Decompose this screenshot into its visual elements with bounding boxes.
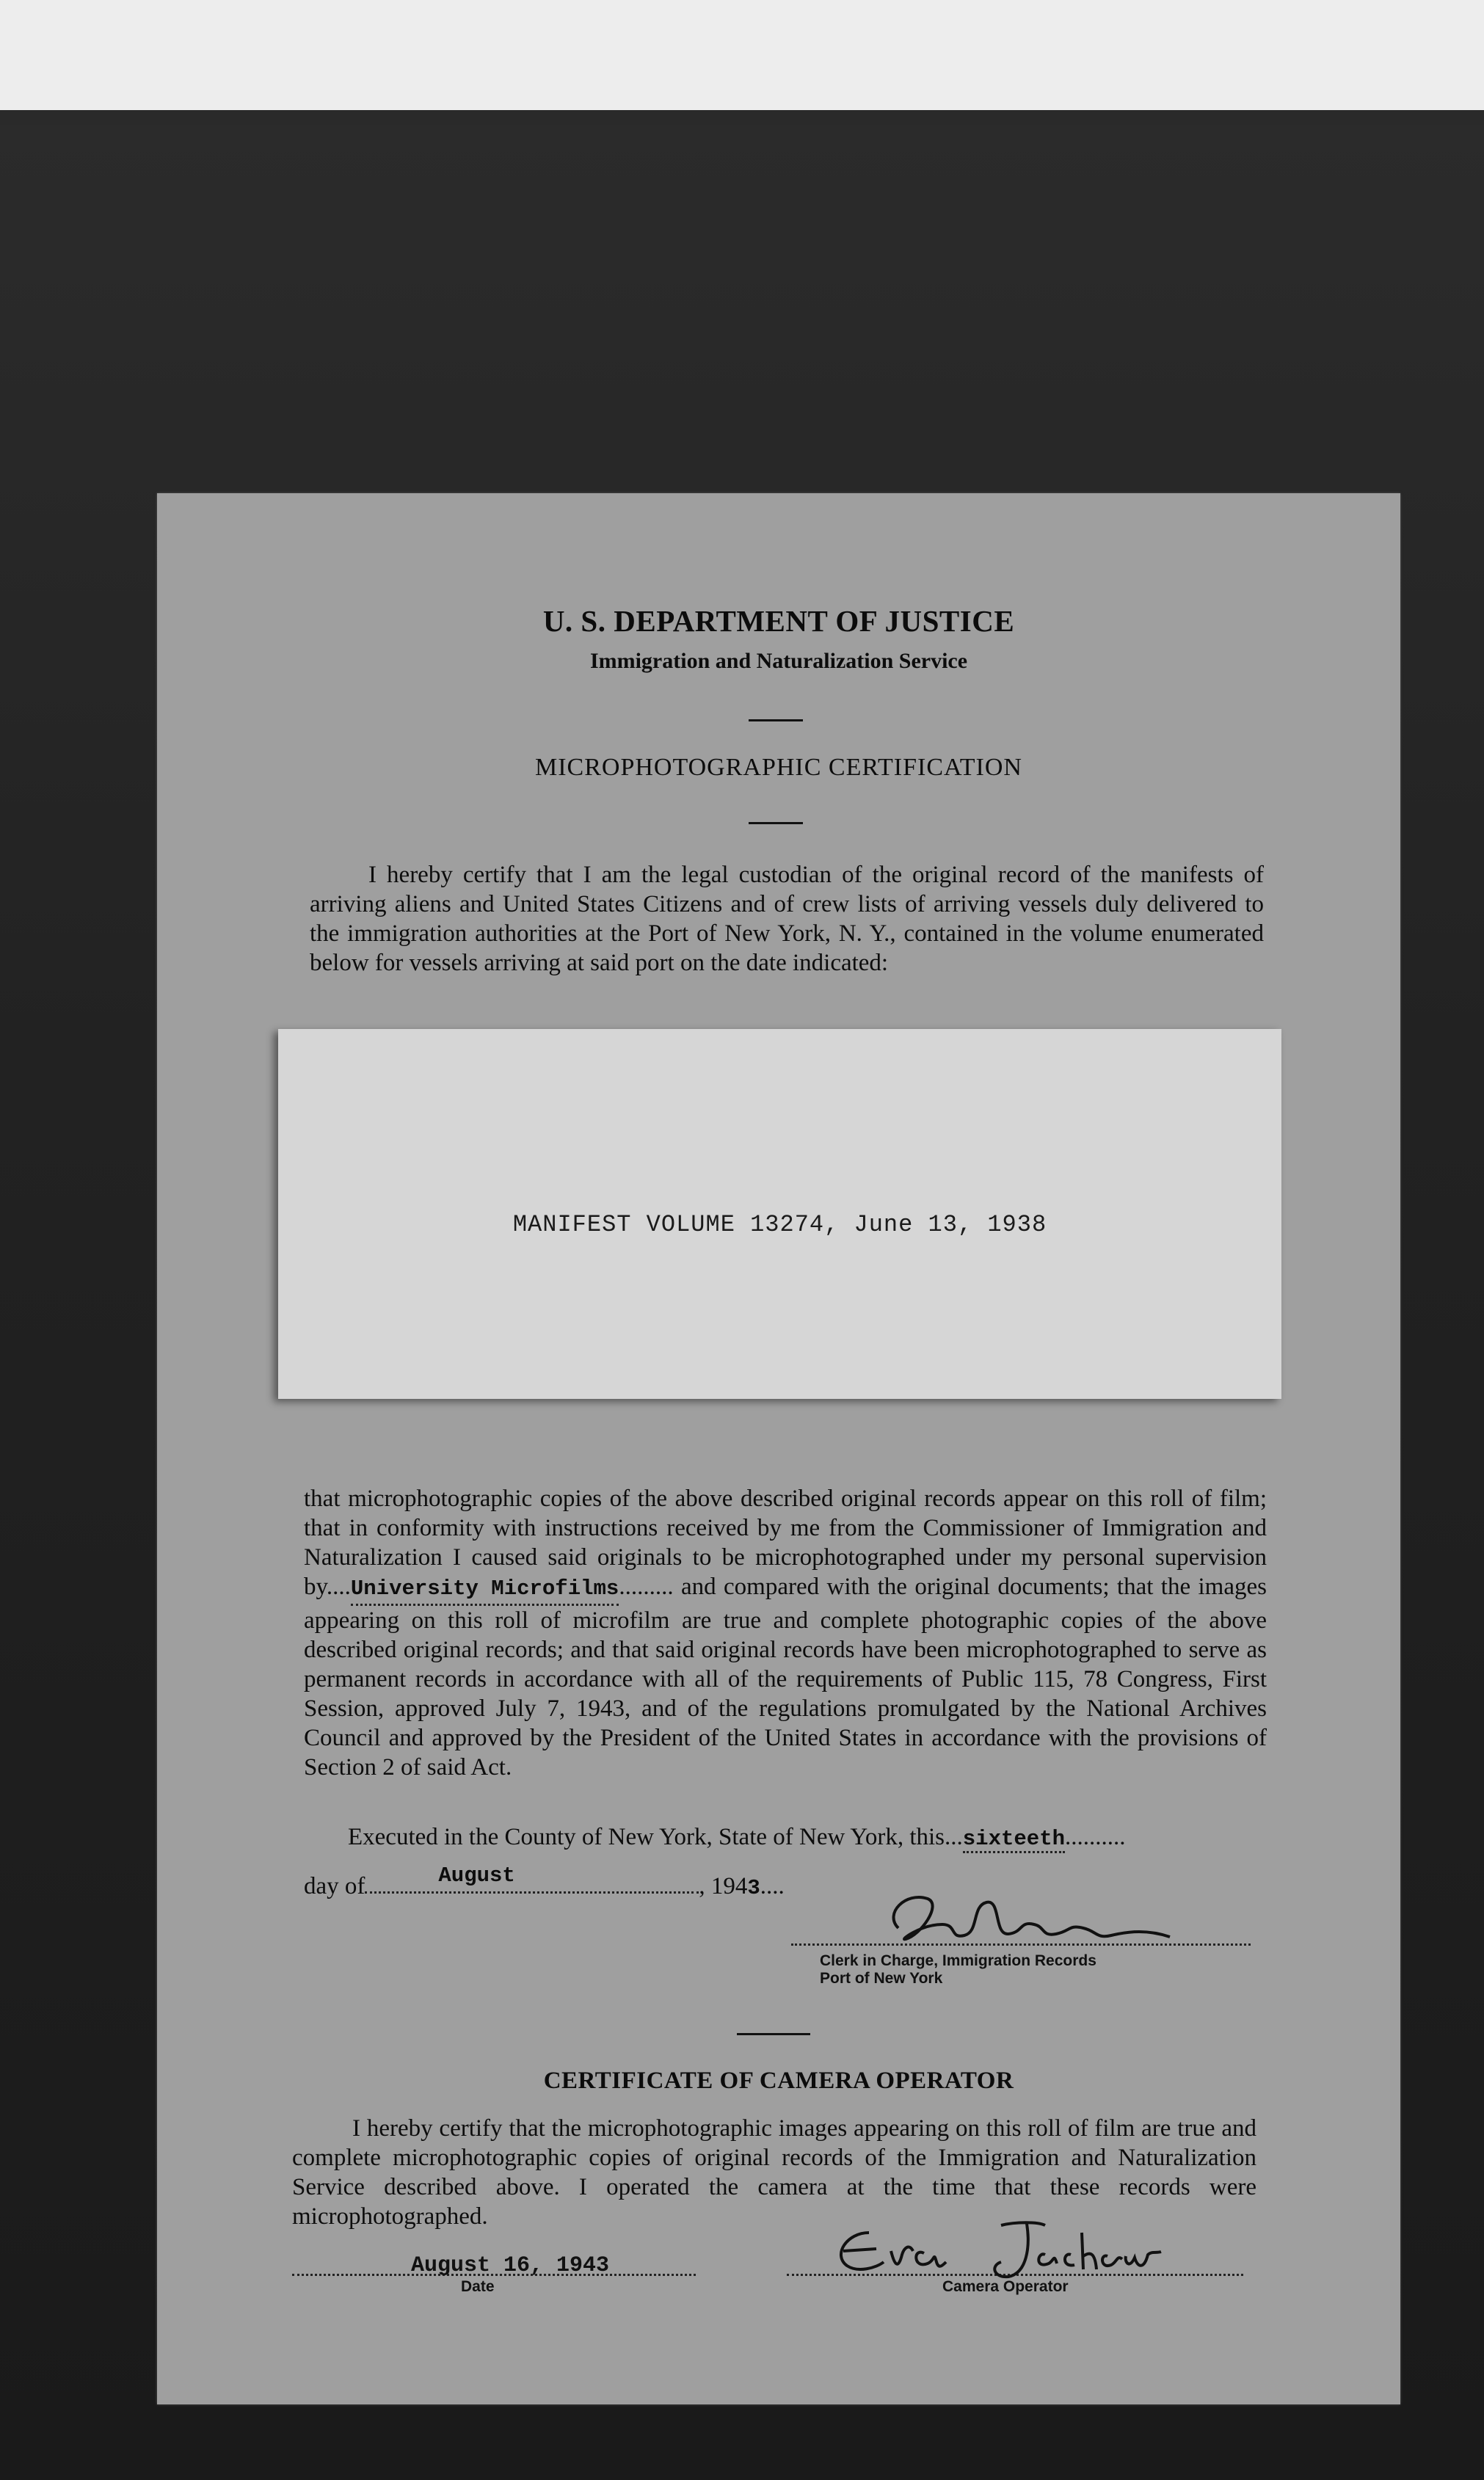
operator-signature: [818, 2211, 1170, 2284]
body-text-1: that microphotographic copies of the above described original records appear on this roll of film; that in conformity with instructions received by me from the Commissioner of Immigration and Naturalization I caused said originals to be microphotographed under my personal supervision by: [304, 1486, 1267, 1600]
year-prefix: , 194: [699, 1873, 748, 1899]
clerk-title: Clerk in Charge, Immigration Records: [820, 1952, 1096, 1969]
executed-line: Executed in the County of New York, State of New York, this...sixteeth..........: [348, 1824, 1126, 1853]
operator-certification-text: I hereby certify that the microphotographic images appearing on this roll of film are true and complete microphotographic copies of original records of the Immigration and Naturalization Service described above. I operated the camera at the time that these records were microphotographed.: [292, 2115, 1256, 2230]
clerk-signature: [876, 1884, 1185, 1957]
executed-text: Executed in the County of New York, State of New York, this: [348, 1824, 945, 1850]
service-heading: Immigration and Naturalization Service: [589, 649, 968, 673]
supervisor-value: University Microfilms: [351, 1574, 619, 1606]
year-digit: 3: [747, 1876, 760, 1900]
certification-title: MICROPHOTOGRAPHIC CERTIFICATION: [534, 754, 1022, 781]
operator-heading: CERTIFICATE OF CAMERA OPERATOR: [543, 2068, 1014, 2094]
day-of-line: day of August , 1943....: [304, 1863, 785, 1900]
operator-label: Camera Operator: [942, 2278, 1069, 2295]
manifest-slip: [278, 1029, 1281, 1399]
day-value: sixteeth: [963, 1827, 1065, 1853]
body-text-2: and compared with the original documents; that the images appearing on this roll of microfilm are true and complete photographic copies of the above described original records; and that said original records have been microphotographed to serve as permanent records in accordance with all of the requirements of Public 115, 78 Congress, First Session, approved July 7, 1943, and of the regulations promulgated by the National Archives Council and approved by the President of the United States in accordance with the provisions of Section 2 of said Act.: [304, 1574, 1267, 1781]
clerk-place: Port of New York: [820, 1970, 943, 1987]
divider: [749, 719, 803, 721]
department-heading: U. S. DEPARTMENT OF JUSTICE: [542, 604, 1015, 638]
divider: [737, 2033, 810, 2035]
film-edge: [0, 0, 1484, 125]
operator-date-value: August 16, 1943: [411, 2253, 610, 2278]
day-of-label: day of: [304, 1873, 365, 1899]
certificate-page: [157, 493, 1400, 2404]
divider: [749, 822, 803, 824]
certification-body: that microphotographic copies of the above described original records appear on this roll of film; that in conformity with instructions received by me from the Commissioner of Immigration and Naturalization I caused said originals to be microphotographed under my personal supervision by....University Microfilms......... and compared with the original documents; that the images appearing on this roll of microfilm are true and complete photographic copies of the above described original records; and that said original records have been microphotographed to serve as permanent records in accordance with all of the requirements of Public 115, 78 Congress, First Session, approved July 7, 1943, and of the regulations promulgated by the National Archives Council and approved by the President of the United States in accordance with the provisions of Section 2 of said Act.: [304, 1486, 1267, 1781]
date-label: Date: [461, 2278, 495, 2295]
certification-intro: I hereby certify that I am the legal custodian of the original record of the manifests of arriving aliens and United States Citizens and of crew lists of arriving vessels duly delivered to the immigration authorities at the Port of New York, N. Y., contained in the volume enumerated below for vessels arriving at said port on the date indicated:: [310, 862, 1264, 976]
month-value: August: [438, 1863, 515, 1888]
manifest-volume-text: MANIFEST VOLUME 13274, June 13, 1938: [512, 1211, 1047, 1238]
